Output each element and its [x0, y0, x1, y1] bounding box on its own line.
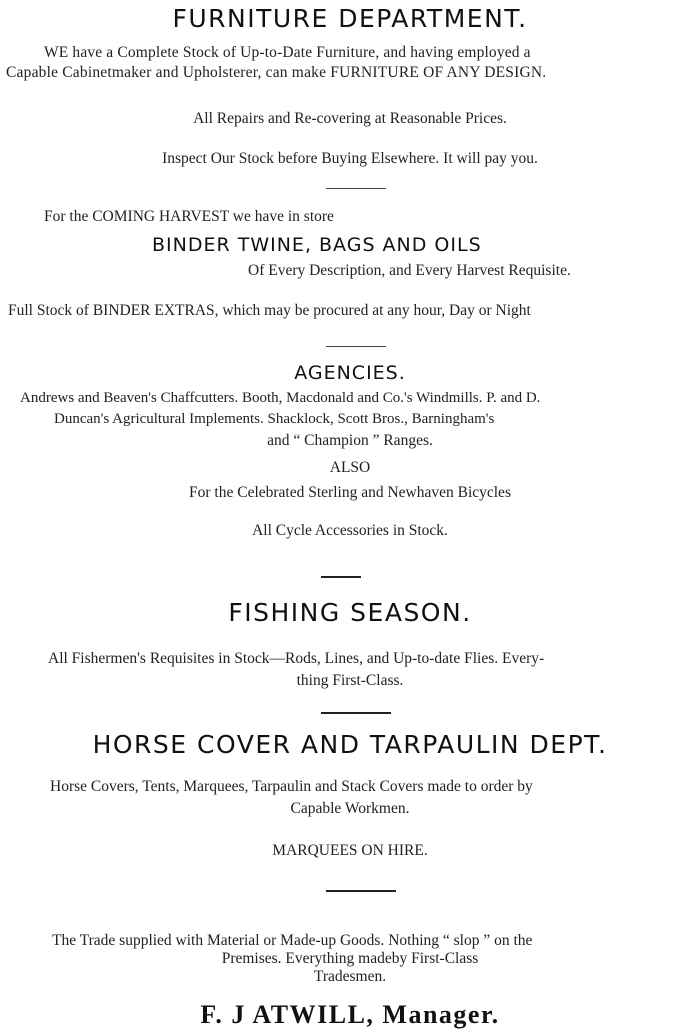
repairs-text: All Repairs and Re-covering at Reasonable Prices. — [193, 110, 507, 127]
also-text: ALSO — [329, 459, 371, 476]
agencies-line-2: Duncan's Agricultural Implements. Shacklock, Scott Bros., Barningham's — [54, 411, 495, 427]
divider-5 — [326, 890, 396, 892]
divider-4 — [321, 712, 391, 714]
cycle-accessories-text: All Cycle Accessories in Stock. — [252, 522, 448, 539]
furniture-heading: FURNITURE DEPARTMENT. — [172, 4, 528, 33]
agencies-line-3: and “ Champion ” Ranges. — [267, 432, 433, 449]
horse-line-1: Horse Covers, Tents, Marquees, Tarpaulin and Stack Covers made to order by — [50, 778, 533, 795]
binder-twine-heading: BINDER TWINE, BAGS AND OILS — [152, 234, 482, 256]
fishing-line-1: All Fishermen's Requisites in Stock—Rods, Lines, and Up-to-date Flies. Every- — [48, 650, 545, 667]
trade-line-3: Tradesmen. — [313, 968, 387, 985]
inspect-text: Inspect Our Stock before Buying Elsewhere. It will pay you. — [162, 150, 538, 167]
divider-2 — [326, 346, 386, 347]
divider-3 — [321, 576, 361, 578]
marquees-hire-text: MARQUEES ON HIRE. — [272, 842, 428, 859]
furniture-line-2: Capable Cabinetmaker and Upholsterer, can make FURNITURE OF ANY DESIGN. — [6, 64, 547, 81]
fishing-line-2: thing First-Class. — [296, 672, 404, 689]
harvest-description: Of Every Description, and Every Harvest Requisite. — [248, 262, 571, 279]
divider-1 — [326, 188, 386, 189]
trade-line-1: The Trade supplied with Material or Made-up Goods. Nothing “ slop ” on the — [52, 932, 533, 949]
trade-line-2: Premises. Everything madeby First-Class — [221, 950, 479, 967]
manager-signature: F. J ATWILL, Manager. — [200, 1000, 500, 1029]
agencies-line-1: Andrews and Beaven's Chaffcutters. Booth, Macdonald and Co.'s Windmills. P. and D. — [20, 390, 541, 406]
furniture-line-1: WE have a Complete Stock of Up-to-Date Furniture, and having employed a — [44, 44, 531, 61]
fishing-heading: FISHING SEASON. — [228, 598, 472, 627]
bicycles-text: For the Celebrated Sterling and Newhaven Bicycles — [189, 484, 511, 501]
agencies-heading: AGENCIES. — [294, 362, 406, 384]
horse-cover-heading: HORSE COVER AND TARPAULIN DEPT. — [92, 730, 608, 759]
binder-extras-text: Full Stock of BINDER EXTRAS, which may be procured at any hour, Day or Night — [8, 302, 531, 319]
horse-line-2: Capable Workmen. — [290, 800, 410, 817]
harvest-intro: For the COMING HARVEST we have in store — [44, 208, 334, 225]
